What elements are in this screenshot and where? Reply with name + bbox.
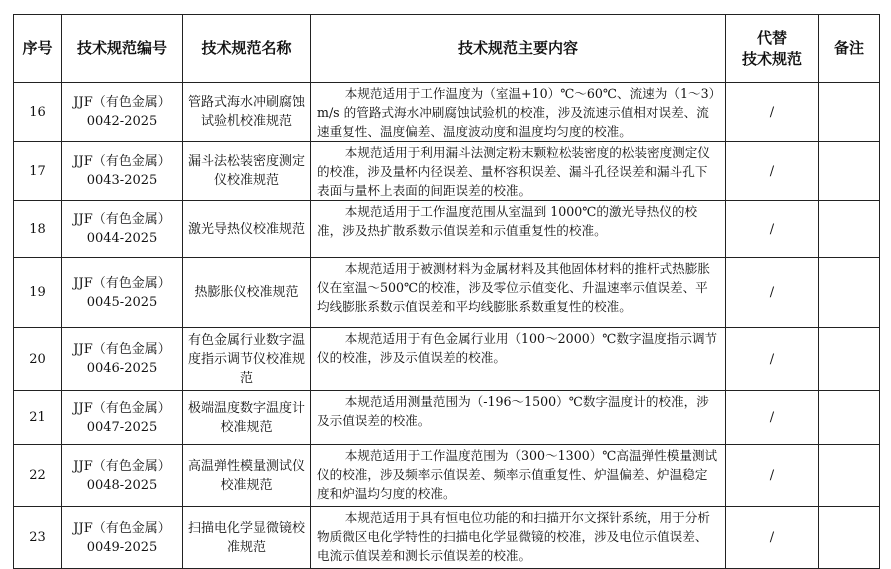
row-remark (819, 142, 880, 201)
row-name: 扫描电化学显微镜校准规范 (183, 507, 311, 569)
header-replace-line1: 代替 (756, 28, 787, 47)
header-code: 技术规范编号 (62, 15, 183, 83)
header-name: 技术规范名称 (183, 15, 311, 83)
row-code-line1: JJF（有色金属） (73, 342, 171, 357)
row-code (62, 258, 183, 328)
row-code-line2: 0047-2025 (86, 419, 158, 435)
row-code (62, 201, 183, 258)
row-content: 本规范适用于被测材料为金属材料及其他固体材料的推杆式热膨胀仪在室温～500℃的校准，涉及零位示值变化、升温速率示值误差、平均线膨胀系数示值误差和平均线膨胀系数重复性的校准。 (311, 258, 726, 328)
table-row (14, 507, 880, 569)
row-no: 18 (14, 201, 62, 258)
row-code-line2: 0045-2025 (86, 294, 158, 310)
row-code-line1: JJF（有色金属） (73, 95, 171, 110)
row-no: 16 (14, 83, 62, 142)
row-code (62, 391, 183, 445)
table-row (14, 201, 880, 258)
row-no: 21 (14, 391, 62, 445)
header-replace (726, 15, 819, 83)
row-content: 本规范适用于利用漏斗法测定粉末颗粒松装密度的松装密度测定仪的校准，涉及量杯内径误差、量杯容积误差、漏斗孔径误差和漏斗孔下表面与量杯上表面的间距误差的校准。 (311, 142, 726, 201)
row-no: 20 (14, 328, 62, 391)
table-row (14, 83, 880, 142)
header-replace-line2: 技术规范 (741, 49, 802, 68)
spec-table (13, 14, 880, 569)
row-code-line2: 0049-2025 (86, 539, 158, 555)
table-header-row (14, 15, 880, 83)
row-replace: / (726, 507, 819, 569)
row-code-line1: JJF（有色金属） (73, 275, 171, 291)
row-name: 热膨胀仪校准规范 (183, 258, 311, 328)
row-code (62, 328, 183, 391)
row-code (62, 83, 183, 142)
row-code-line2: 0048-2025 (86, 477, 158, 493)
row-code-line2: 0044-2025 (86, 231, 158, 246)
row-name: 管路式海水冲刷腐蚀试验机校准规范 (183, 83, 311, 142)
row-code-line2: 0043-2025 (86, 173, 158, 188)
row-remark (819, 445, 880, 507)
row-replace: / (726, 201, 819, 258)
table-row (14, 258, 880, 328)
row-code-line1: JJF（有色金属） (73, 212, 171, 227)
row-content: 本规范适用于工作温度范围为（300～1300）℃高温弹性模量测试仪的校准，涉及频率示值误差、频率示值重复性、炉温偏差、炉温稳定度和炉温均匀度的校准。 (311, 445, 726, 507)
row-replace: / (726, 328, 819, 391)
row-name: 有色金属行业数字温度指示调节仪校准规范 (183, 328, 311, 391)
row-no: 17 (14, 142, 62, 201)
header-content: 技术规范主要内容 (311, 15, 726, 83)
row-code (62, 445, 183, 507)
row-replace: / (726, 142, 819, 201)
row-no: 22 (14, 445, 62, 507)
row-code-line1: JJF（有色金属） (73, 458, 171, 474)
row-content: 本规范适用于工作温度为（室温+10）℃～60℃、流速为（1～3）m/s 的管路式海水冲刷腐蚀试验机的校准，涉及流速示值相对误差、流速重复性、温度偏差、温度波动度和温度均匀度的校准。 (311, 83, 726, 142)
row-code-line1: JJF（有色金属） (73, 400, 171, 416)
row-no: 19 (14, 258, 62, 328)
table-row (14, 142, 880, 201)
row-remark (819, 201, 880, 258)
table-row (14, 445, 880, 507)
row-code-line2: 0042-2025 (86, 114, 158, 129)
row-replace: / (726, 258, 819, 328)
table-row (14, 391, 880, 445)
table-row (14, 328, 880, 391)
row-name: 极端温度数字温度计校准规范 (183, 391, 311, 445)
row-code (62, 507, 183, 569)
row-name: 漏斗法松装密度测定仪校准规范 (183, 142, 311, 201)
row-name: 高温弹性模量测试仪校准规范 (183, 445, 311, 507)
row-replace: / (726, 445, 819, 507)
row-code (62, 142, 183, 201)
row-content: 本规范适用测量范围为（-196～1500）℃数字温度计的校准，涉及示值误差的校准。 (311, 391, 726, 445)
row-content: 本规范适用于工作温度范围从室温到 1000℃的激光导热仪的校准，涉及热扩散系数示值误差和示值重复性的校准。 (311, 201, 726, 258)
row-remark (819, 507, 880, 569)
row-content: 本规范适用于具有恒电位功能的和扫描开尔文探针系统，用于分析物质微区电化学特性的扫描电化学显微镜的校准，涉及电位示值误差、电流示值误差和测长示值误差的校准。 (311, 507, 726, 569)
spec-table-container (13, 14, 880, 569)
row-remark (819, 83, 880, 142)
header-remark: 备注 (819, 15, 880, 83)
row-remark (819, 391, 880, 445)
row-code-line1: JJF（有色金属） (73, 520, 171, 536)
row-code-line2: 0046-2025 (86, 361, 158, 376)
row-remark (819, 328, 880, 391)
row-replace: / (726, 391, 819, 445)
table-body (14, 83, 880, 569)
header-no: 序号 (14, 15, 62, 83)
row-content: 本规范适用于有色金属行业用（100～2000）℃数字温度指示调节仪的校准，涉及示值误差的校准。 (311, 328, 726, 391)
row-replace: / (726, 83, 819, 142)
row-name: 激光导热仪校准规范 (183, 201, 311, 258)
row-remark (819, 258, 880, 328)
row-no: 23 (14, 507, 62, 569)
row-code-line1: JJF（有色金属） (73, 154, 171, 169)
